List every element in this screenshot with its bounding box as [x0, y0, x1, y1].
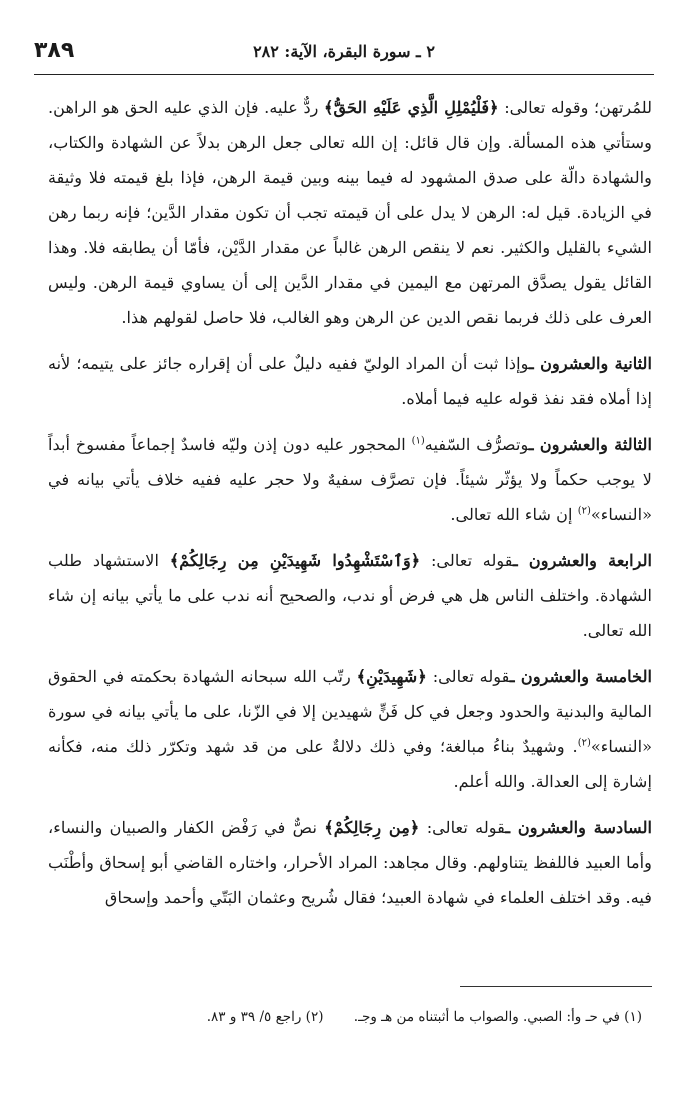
p3-text-middle: المحجور عليه دون إذن وليّه فاسدٌ إجماعاً مفسوخ أبداً لا يوجب حكماً ولا يؤثّر شيئاً. فإن تصرَّف سفيهٌ ولا حجر عليه ففيه خلاف يأتي بيانه في «النساء»	[48, 435, 652, 524]
section-heading: الخامسة والعشرون ـ	[509, 667, 652, 686]
p3-text-start: وتصرُّف السّفيه	[424, 435, 529, 454]
quran-quote: ﴿وَٱسْتَشْهِدُوا شَهِيدَيْنِ مِن رِجَالِكُمْ﴾	[169, 551, 421, 570]
paragraph-5	[48, 659, 652, 799]
footnote-ref-2[interactable]: (٢)	[577, 505, 591, 517]
footnote-divider	[460, 986, 652, 987]
running-title: ٢ ـ سورة البقرة، الآية: ٢٨٢	[253, 42, 435, 61]
footnotes	[100, 1006, 642, 1028]
footnote-2: (٢) راجع ٥/ ٣٩ و ٨٣.	[206, 1009, 324, 1025]
p2-text: وإذا ثبت أن المراد الوليّ ففيه دليلٌ على أن إقراره جائز على يتيمه؛ لأنه إذا أملاه فقد نفذ قوله عليه فيما أملاه.	[48, 354, 652, 408]
section-heading: السادسة والعشرون ـ	[505, 818, 653, 837]
section-heading: الثانية والعشرون ـ	[529, 354, 652, 373]
paragraph-3	[48, 427, 652, 532]
paragraph-2	[48, 346, 652, 416]
p4-text-start: قوله تعالى:	[420, 551, 513, 570]
quran-quote: ﴿مِن رِجَالِكُمْ﴾	[324, 818, 420, 837]
footnote-ref-1[interactable]: (١)	[411, 435, 425, 447]
page-body	[48, 90, 652, 915]
paragraph-6	[48, 810, 652, 915]
p5-text-middle: رتّب الله سبحانه الشهادة بحكمته في الحقوق المالية والبدنية والحدود وجعل في كل فَنٍّ شهيدين إلا في الزّنا، على ما يأتي بيانه في سورة «النساء»	[48, 667, 652, 756]
p5-text-start: قوله تعالى:	[426, 667, 510, 686]
paragraph-4	[48, 543, 652, 648]
p6-text-rest: نصٌّ في رَفْض الكفار والصبيان والنساء، وأما العبيد فاللفظ يتناولهم. وقال مجاهد: المراد الأحرار، واختاره القاضي أبو إسحاق وأطْنَب فيه. وقد اختلف العلماء في شهادة العبيد؛ فقال شُريح وعثمان البَتّي وأحمد وإسحاق	[48, 818, 652, 907]
section-heading: الرابعة والعشرون ـ	[512, 551, 653, 570]
paragraph-1	[48, 90, 652, 335]
footnote-ref-2[interactable]: (٢)	[577, 737, 591, 749]
section-heading: الثالثة والعشرون ـ	[528, 435, 652, 454]
page-header	[34, 38, 654, 75]
p4-text-rest: الاستشهاد طلب الشهادة. واختلف الناس هل هي فرض أو ندب، والصحيح أنه ندب على ما يأتي بيانه إن شاء الله تعالى.	[48, 551, 652, 640]
quran-quote: ﴿فَلْيُمْلِلِ الَّذِي عَلَيْهِ الحَقُّ﴾	[324, 98, 499, 117]
p1-text-rest: ردٌّ عليه. فإن الذي عليه الحق هو الراهن. وستأتي هذه المسألة. وإن قال قائل: إن الله تعالى جعل الرهن بدلاً عن الشهادة والكتاب، والشهادة دالّة على صدق المشهود له فيما بينه وبين قيمة الرهن، فإذا بلغ قيمته فلا وثيقة في الزيادة. قيل له: الرهن لا يدل على أن قيمته تجب أن تكون مقدار الدَّين؛ فإنه ربما رهن الشيء بالقليل والكثير. نعم لا ينقص الرهن غالباً عن مقدار الدَّيْن، فأمّا أن يطابقه فلا. وهذا القائل يقول يصدَّق المرتهن مع اليمين في مقدار الدَّين إلى أن يساوي قيمة الرهن. وليس العرف على ذلك فربما نقص الدين عن الرهن وهو الغالب، فلا حاصل لقولهم هذا.	[48, 98, 652, 327]
quran-quote: ﴿شَهِيدَيْنِ﴾	[356, 667, 427, 686]
p6-text-start: قوله تعالى:	[419, 818, 506, 837]
p5-text-end: . وشهيدٌ بناءُ مبالغة؛ وفي ذلك دلالةٌ على من قد شهد وتكرّر ذلك منه، فكأنه إشارة إلى العدالة. والله أعلم.	[48, 737, 652, 791]
footnote-1: (١) في حـ وأ: الصبي. والصواب ما أثبتناه من هـ وجـ.	[353, 1009, 642, 1025]
p3-text-end: إن شاء الله تعالى.	[450, 505, 578, 524]
page-number: ٣٨٩	[34, 38, 75, 63]
p1-text-start: للمُرتهن؛ وقوله تعالى:	[498, 98, 652, 117]
